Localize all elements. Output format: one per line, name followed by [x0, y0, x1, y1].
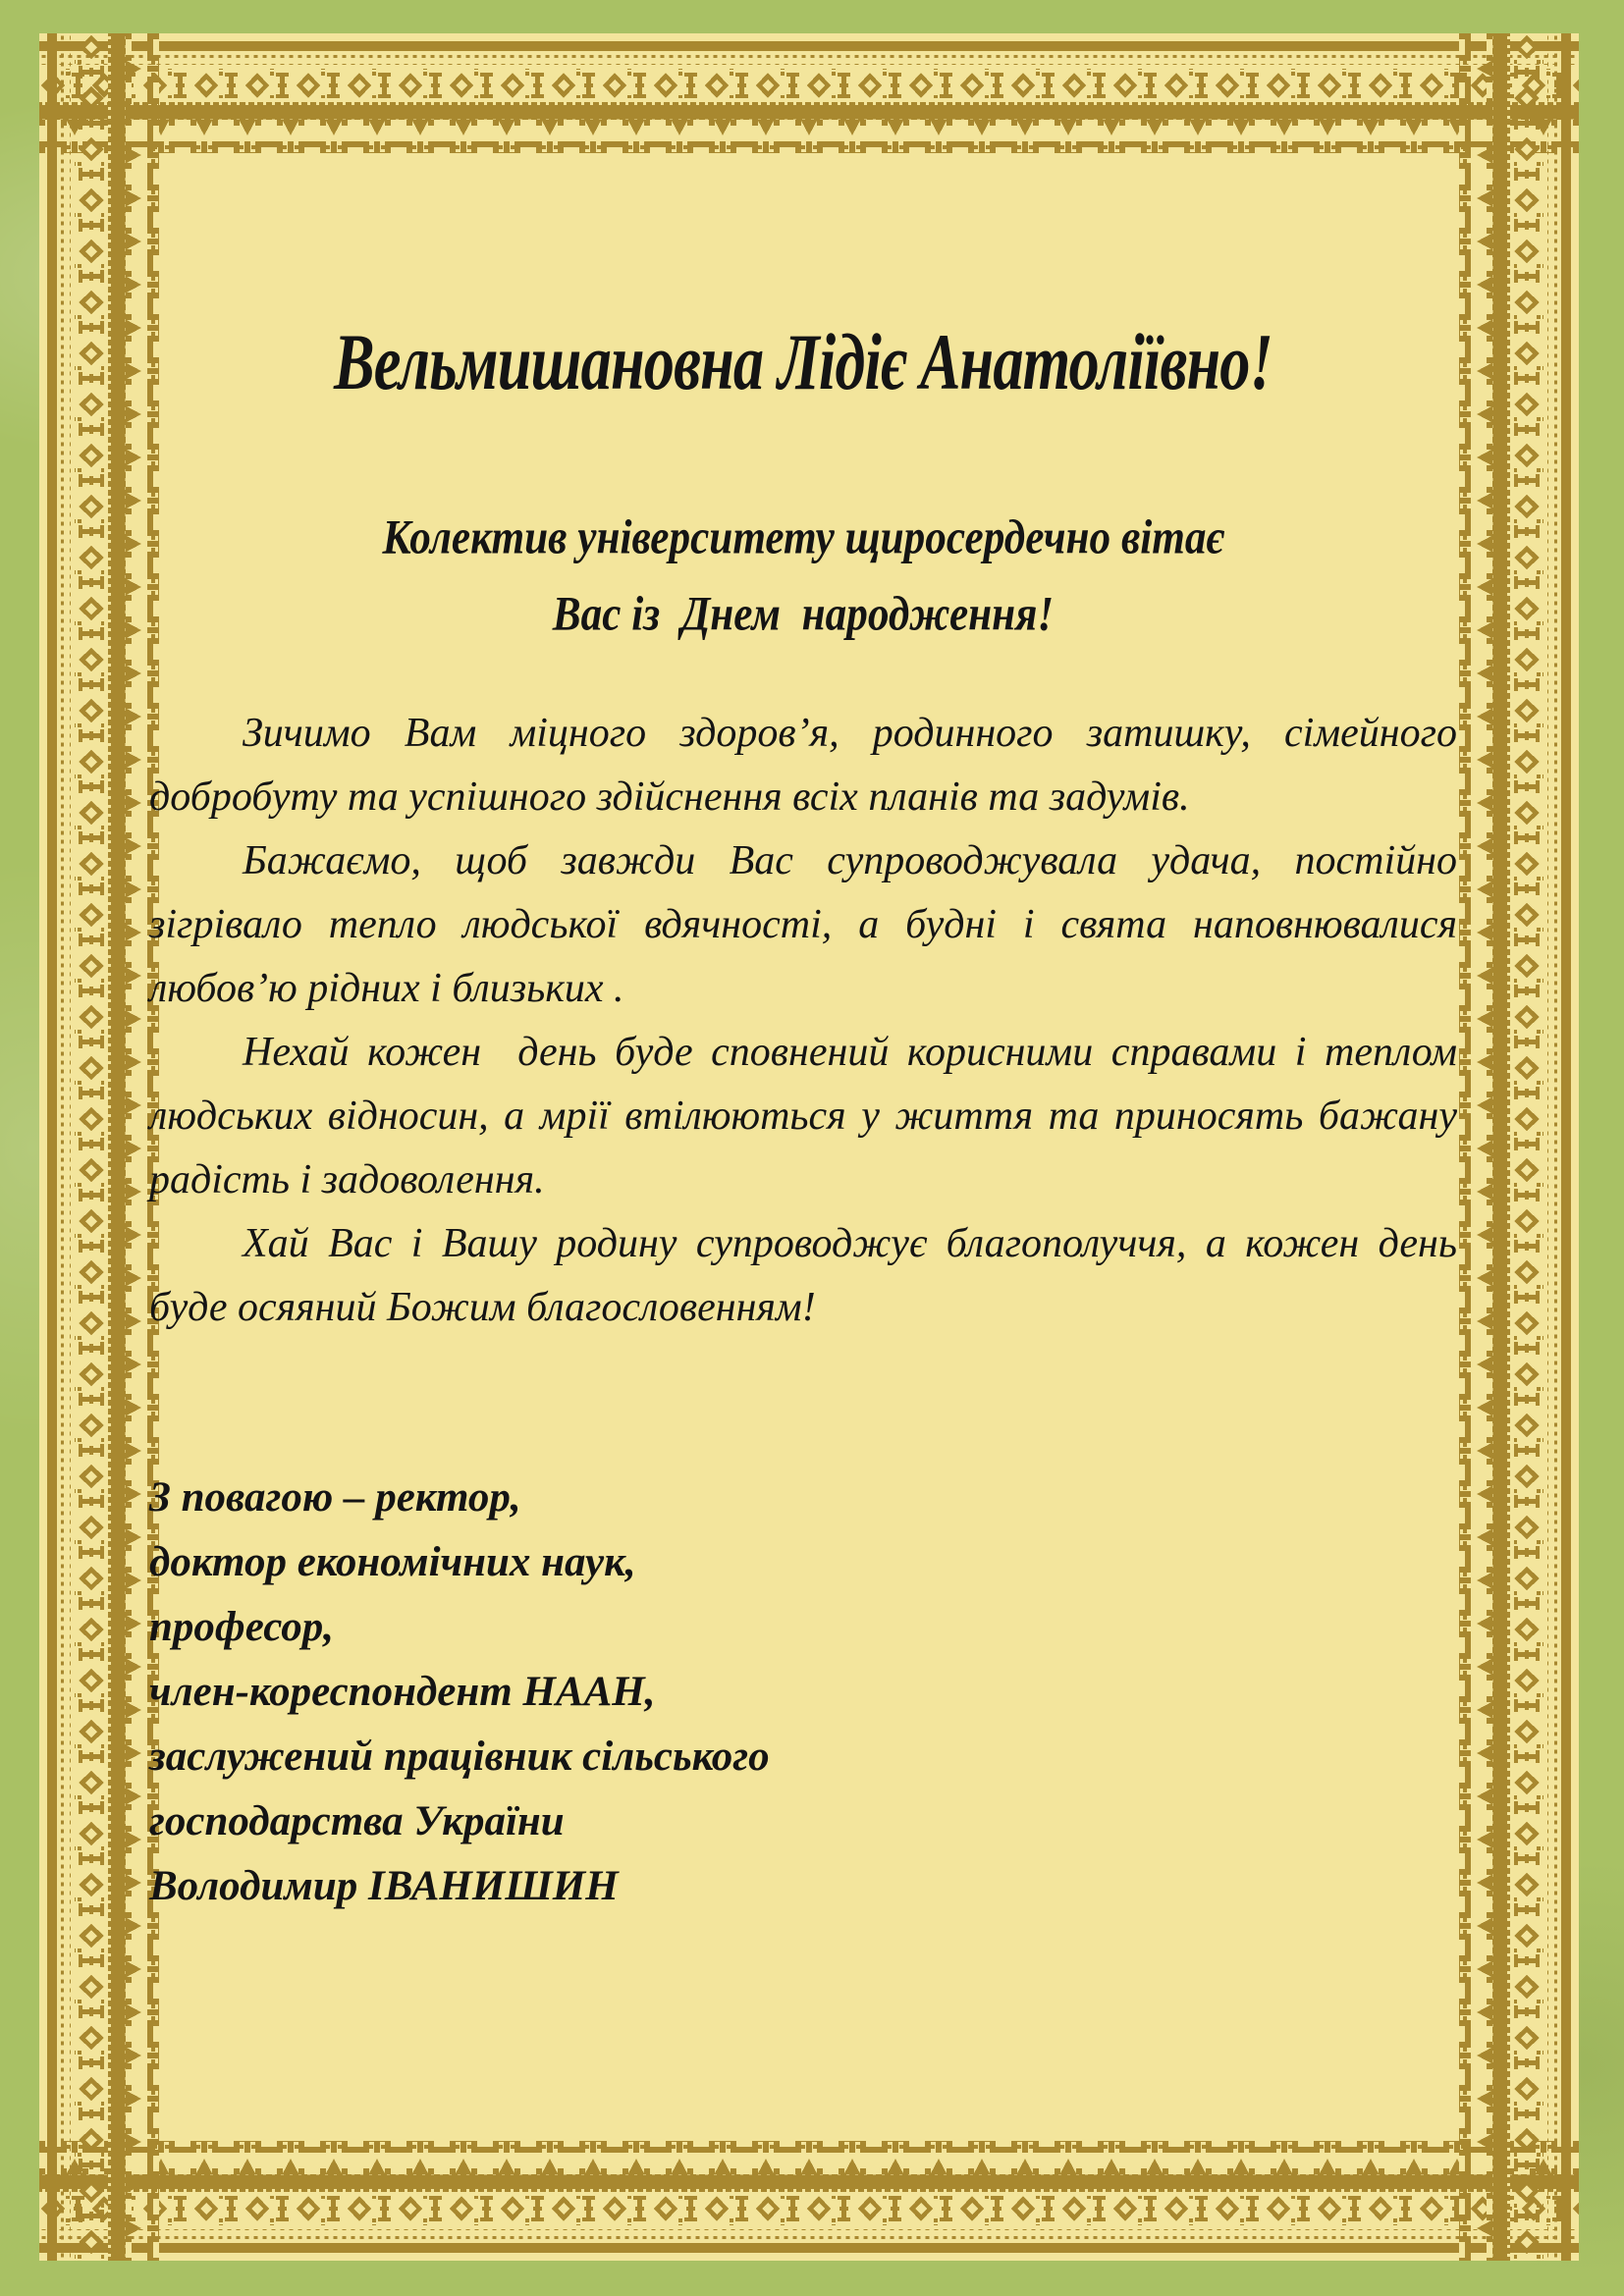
salutation-title: Вельмишановна Лідіє Анатоліївно!: [333, 317, 1273, 407]
signature-line: заслужений працівник сільського: [149, 1734, 770, 1780]
signature-line: член-кореспондент НААН,: [149, 1669, 656, 1715]
signature-block: [149, 1466, 1457, 1919]
signature-line: господарства України: [149, 1798, 565, 1844]
letter-content: [149, 33, 1457, 2261]
greeting-subtitle: [201, 500, 1404, 652]
signature-line: доктор економічних наук,: [149, 1539, 636, 1585]
signature-line: З повагою – ректор,: [149, 1474, 521, 1521]
body-paragraph: Хай Вас і Вашу родину супроводжує благополуччя, а кожен день буде осяяний Божим благословенням!: [149, 1221, 1457, 1330]
signature-line: професор,: [149, 1604, 334, 1650]
letter-card: [39, 33, 1579, 2261]
body-paragraph: Нехай кожен день буде сповнений корисними справами і теплом людських відносин, а мрії втілюються у життя та приносять бажану радість і задоволення.: [149, 1030, 1457, 1202]
body-paragraph: Зичимо Вам міцного здоров’я, родинного затишку, сімейного добробуту та успішного здійснення всіх планів та задумів.: [149, 711, 1457, 820]
letter-body: [149, 702, 1457, 1340]
greeting-subtitle-line1: Колектив університету щиросердечно вітає: [382, 510, 1224, 565]
body-paragraph: Бажаємо, щоб завжди Вас супроводжувала удача, постійно зігрівало тепло людської вдячності, а будні і свята наповнювалися любов’ю рідних і близьких .: [149, 838, 1457, 1011]
signature-line: Володимир ІВАНИШИН: [149, 1863, 619, 1909]
greeting-subtitle-line2: Вас із Днем народження!: [552, 587, 1055, 641]
